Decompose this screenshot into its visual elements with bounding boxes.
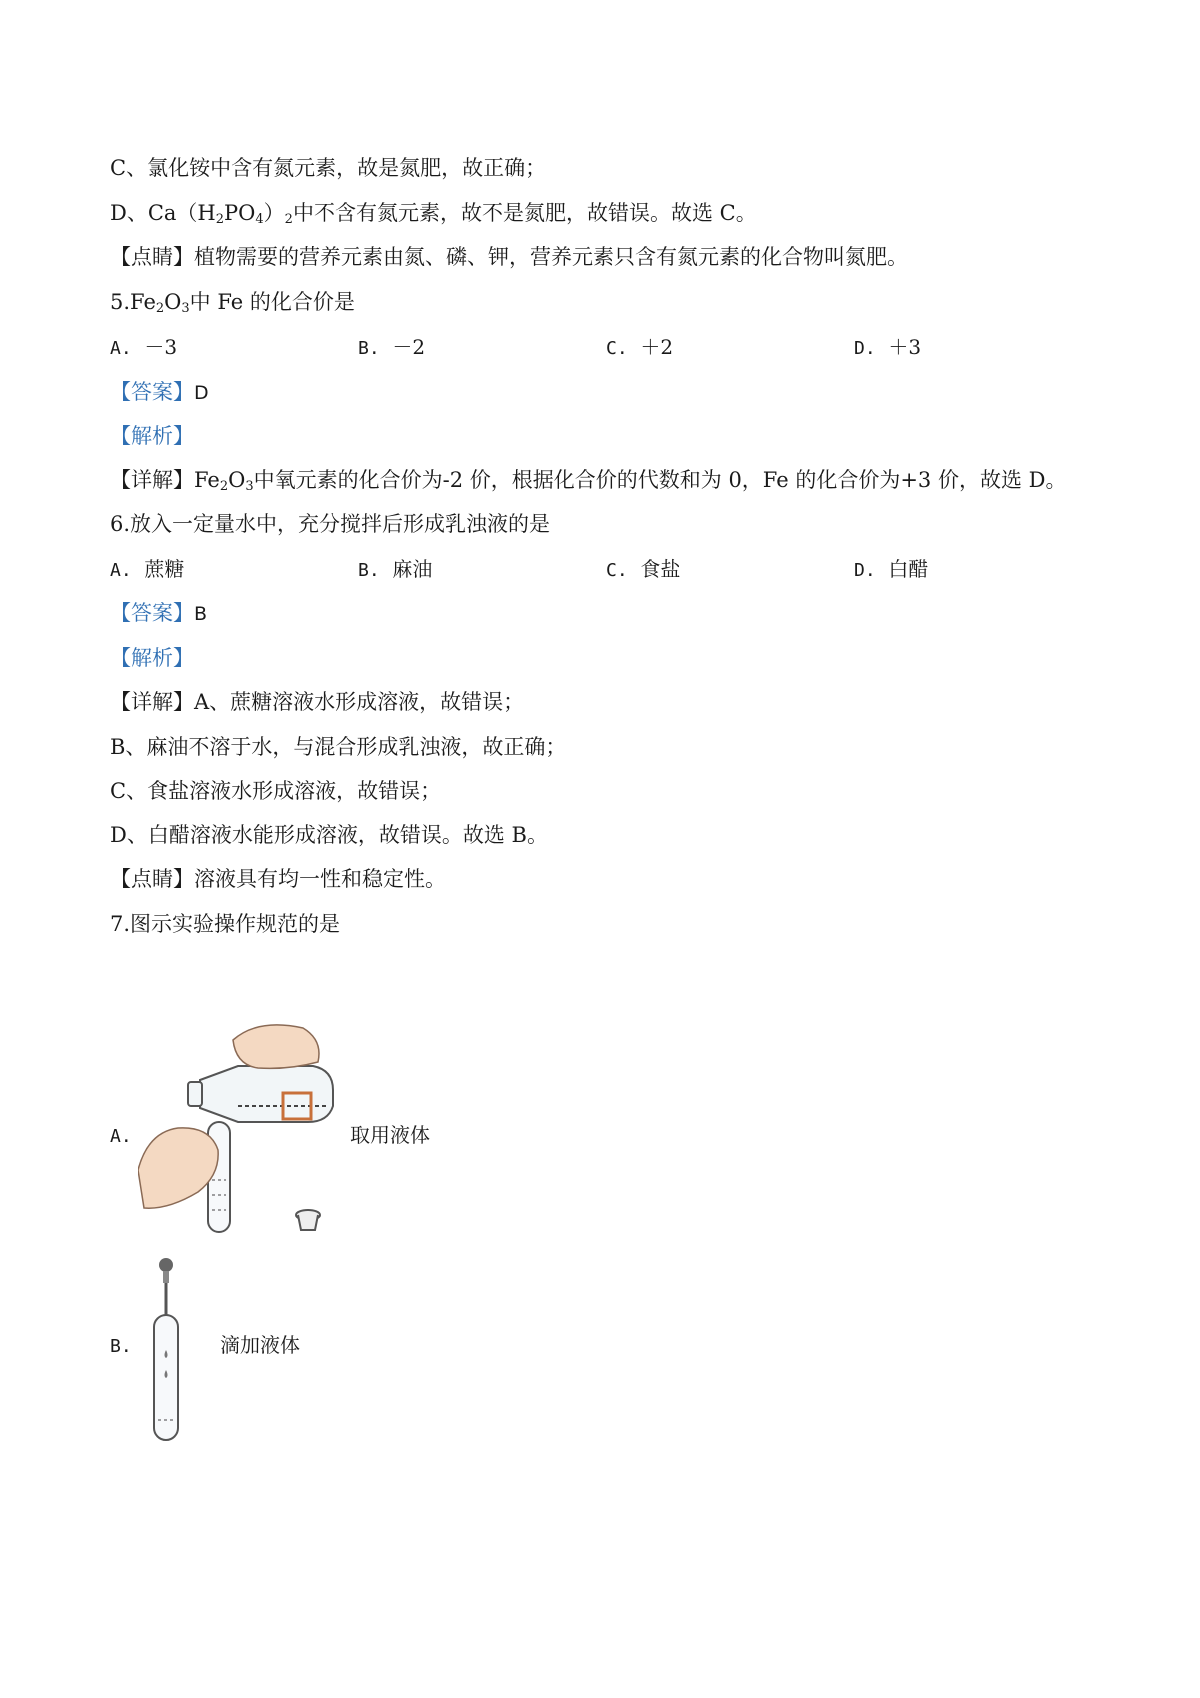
q5-analysis-tag: 【解析】	[110, 424, 194, 448]
q7-stem: 7.图示实验操作规范的是	[110, 912, 341, 936]
q5-option-d: D. ＋3	[854, 335, 922, 359]
stopper-icon	[296, 1210, 320, 1230]
q6-analysis-tag: 【解析】	[110, 646, 194, 670]
q6-note: 【点睛】溶液具有均一性和稳定性。	[110, 867, 446, 891]
q4-note: 【点睛】植物需要的营养元素由氮、磷、钾，营养元素只含有氮元素的化合物叫氮肥。	[110, 245, 908, 269]
test-tube-icon	[154, 1315, 178, 1440]
hand-icon	[233, 1025, 319, 1069]
q5-stem: $5.Fe_2O_3$中 Fe 的化合价是	[110, 290, 355, 316]
q7-option-a-text: 取用液体	[350, 1123, 430, 1147]
holding-hand-icon	[138, 1128, 218, 1208]
q7-option-b-text: 滴加液体	[220, 1333, 300, 1357]
q6-detail-c: C、食盐溶液水形成溶液，故错误；	[110, 779, 442, 803]
q5-option-c: C. ＋2	[606, 335, 674, 359]
reagent-bottle-icon	[188, 1066, 333, 1122]
q5-option-a: A. －3	[110, 335, 178, 359]
q6-option-a: A. 蔗糖	[110, 557, 185, 581]
q6-option-b: B. 麻油	[358, 557, 433, 581]
dropping-liquid-figure	[148, 1255, 188, 1445]
q6-answer: 【答案】B	[110, 601, 208, 625]
q6-detail-d: D、白醋溶液水能形成溶液，故错误。故选 B。	[110, 823, 548, 847]
q5-answer: 【答案】D	[110, 380, 209, 404]
q7-option-a-label: A.	[110, 1126, 132, 1147]
q6-stem: 6.放入一定量水中，充分搅拌后形成乳浊液的是	[110, 512, 551, 536]
q7-option-b-label: B.	[110, 1336, 132, 1357]
q6-detail-b: B、麻油不溶于水，与混合形成乳浊液，故正确；	[110, 735, 567, 759]
pouring-liquid-figure	[138, 1010, 338, 1240]
q4-option-d-explanation: D、$Ca(H_2PO_4)_2$中不含有氮元素，故不是氮肥，故错误。故选 C。	[110, 201, 757, 227]
q5-detail: 【详解】$Fe_2O_3$中氧元素的化合价为-2 价，根据化合价的代数和为 0，Fe 的化合价为+3 价，故选 D。	[110, 468, 1067, 494]
q6-option-c: C. 食盐	[606, 557, 681, 581]
q5-option-b: B. －2	[358, 335, 426, 359]
q6-option-d: D. 白醋	[854, 557, 929, 581]
q6-detail-a: 【详解】A、蔗糖溶液水形成溶液，故错误；	[110, 690, 525, 714]
q4-option-c-explanation: C、氯化铵中含有氮元素，故是氮肥，故正确；	[110, 156, 547, 180]
